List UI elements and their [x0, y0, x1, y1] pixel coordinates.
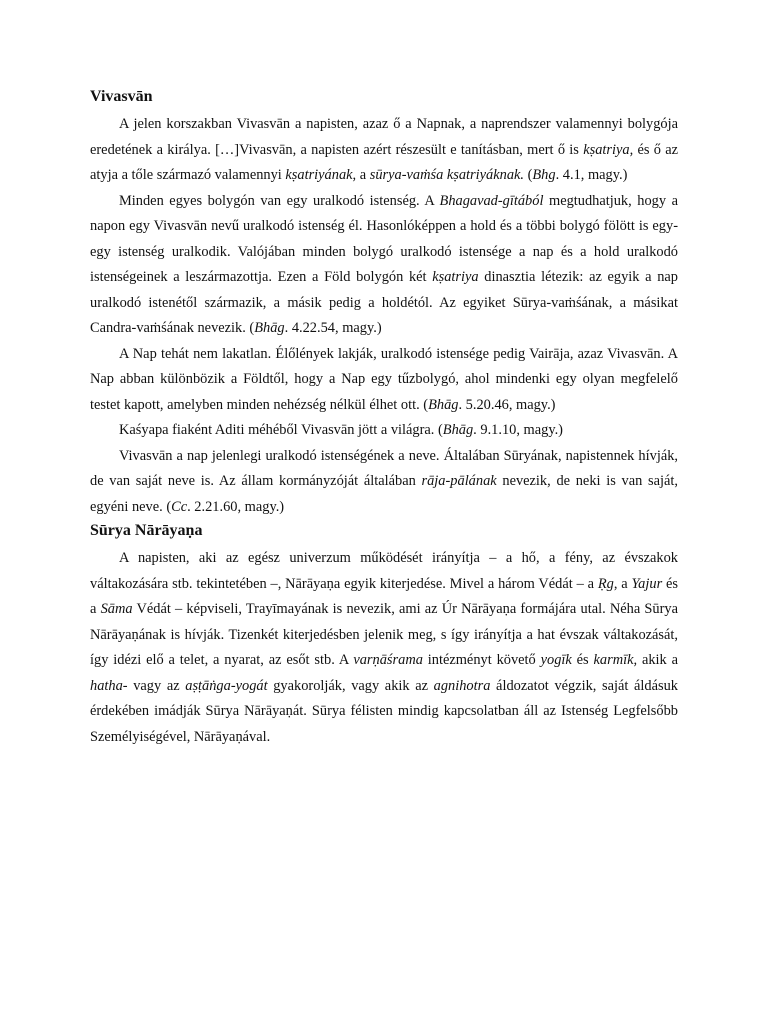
- text-run: , a: [613, 575, 632, 592]
- text-run: dinasztia létezik: az egyik a nap uralkodó istenétől származik, a másik pedig a holdétól. Az egyiket Sūrya-vaṁśának, a másikat Candra-vaṁśának nevezik. (: [90, 269, 678, 336]
- text-run: . 9.1.10, magy.): [473, 422, 563, 438]
- text-run: Védát – képviseli, Trayīmayának is nevezik, ami az Úr Nārāyaṇa formájára utal. Néha Sūrya Nārāyaṇának is hívják. Tizenkét kiterjedésben jelenik meg, s így irányítja a hat évszak váltakozását, így idézi elő a telet, a nyarat, az esőt stb. A: [90, 601, 678, 668]
- text-run: A napisten, aki az egész univerzum működését irányítja – a hő, a fény, az évszakok váltakozására stb. tekintetében –, Nārāyaṇa egyik kiterjedése. Mivel a három Védát – a: [90, 550, 678, 592]
- text-run: megtudhatjuk, hogy a napon egy Vivasvān nevű uralkodó istenség él. Hasonlóképpen a hold és a többi bolygó fölött is egy-egy istenség uralkodik. Valójában minden bolygó uralkodó istensége a nap és a hold uralkodó istenségeinek a leszármazottja. Ezen a Föld bolygón két: [90, 192, 678, 285]
- text-run: . 5.20.46, magy.): [458, 396, 556, 413]
- section-heading-surya-narayana: Sūrya Nārāyaṇa: [90, 522, 203, 539]
- paragraph: [90, 112, 678, 189]
- text-run: akik a: [637, 652, 678, 668]
- italic-run: Cc: [171, 498, 188, 515]
- italic-run: kṣatriya,: [583, 141, 634, 158]
- italic-run: Bhāg: [428, 396, 459, 413]
- text-run: áldozatot végzik, saját áldásuk érdekében imádják Sūrya Nārāyaṇát. Sūrya félisten mindig kapcsolatban áll az Istenség Legfelsőbb Személyiségével, Nārāyaṇával.: [90, 677, 678, 745]
- paragraph: [90, 546, 678, 750]
- italic-run: kṣatriya: [432, 269, 479, 285]
- paragraph: [90, 189, 678, 342]
- text-run: . 4.22.54, magy.): [284, 320, 382, 336]
- italic-run: hatha-: [90, 677, 128, 694]
- italic-run: yogīk: [540, 652, 572, 668]
- text-run: intézményt követő: [422, 652, 541, 668]
- italic-run: Sāma: [100, 601, 133, 617]
- paragraph: [90, 444, 678, 521]
- section-heading-vivasvan: Vivasvān: [90, 88, 153, 105]
- text-run: és a: [90, 575, 678, 617]
- italic-run: Yajur: [631, 575, 663, 592]
- italic-run: Bhāg: [254, 320, 285, 336]
- italic-run: Bhg: [532, 167, 556, 183]
- text-run: A jelen korszakban Vivasvān a napisten, azaz ő a Napnak, a naprendszer valamennyi bolygója eredetének a királya. […]Vivasvān, a napisten azért részesült e tanításban, mert ő is: [90, 116, 678, 158]
- text-run: Minden egyes bolygón van egy uralkodó istenség. A: [119, 192, 440, 209]
- italic-run: agnihotra: [433, 677, 491, 694]
- text-run: gyakorolják, vagy akik az: [267, 677, 434, 694]
- italic-run: Bhagavad-gītából: [439, 192, 544, 209]
- text-run: . 2.21.60, magy.): [187, 498, 285, 515]
- text-run: . 4.1, magy.): [555, 167, 628, 183]
- italic-run: rāja-pālának: [421, 473, 497, 489]
- text-run: (: [524, 167, 533, 183]
- italic-run: aṣṭāṅga-yogát: [185, 677, 268, 694]
- text-run: Kaśyapa fiaként Aditi méhéből Vivasvān jött a világra. (: [119, 422, 443, 438]
- italic-run: Ṛg: [597, 575, 614, 592]
- text-run: és ő az atyja a tőle származó valamennyi: [90, 141, 678, 183]
- paragraph: [90, 342, 678, 419]
- italic-run: sūrya-vaṁśa kṣatriyáknak.: [369, 167, 524, 183]
- text-run: Vivasvān a nap jelenlegi uralkodó istenségének a neve. Általában Sūryának, napistennek hívják, de van saját neve is. Az állam kormányzóját általában: [90, 447, 678, 489]
- text-run: nevezik, de neki is van saját, egyéni neve. (: [90, 473, 678, 515]
- italic-run: varṇāśrama: [353, 652, 423, 668]
- text-run: a: [356, 167, 370, 183]
- italic-run: Bhāg: [442, 422, 474, 438]
- text-run: és: [571, 652, 594, 668]
- text-run: vagy az: [127, 677, 186, 694]
- text-run: A Nap tehát nem lakatlan. Élőlények lakják, uralkodó istensége pedig Vairāja, azaz Vivasvān. A Nap abban különbözik a Földtől, hogy a Nap egy tűzbolygó, ahol mindenki egy olyan megfelelő testet kapott, amelyben minden nehézség nélkül élhet ott. (: [90, 345, 678, 413]
- paragraph: [90, 418, 678, 444]
- italic-run: kṣatriyának,: [285, 167, 357, 183]
- italic-run: karmīk,: [593, 652, 638, 668]
